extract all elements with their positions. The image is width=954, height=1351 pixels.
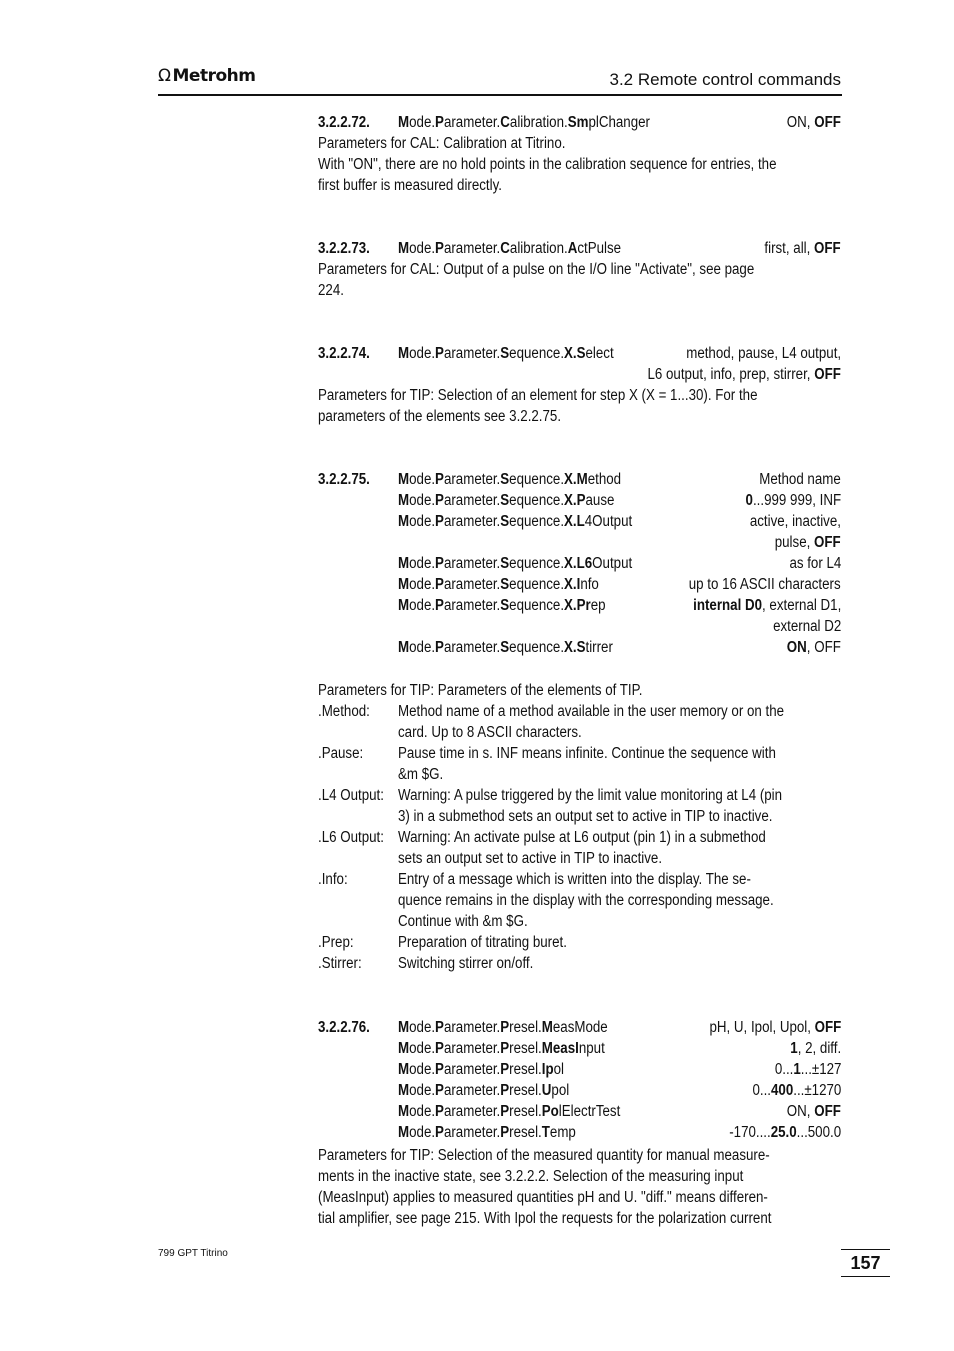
- presel-parameter-command-part: arameter.: [443, 1019, 501, 1036]
- sequence-parameter-command-part: S: [500, 513, 510, 530]
- presel-parameter-values-part: ...±1270: [792, 1082, 841, 1099]
- sequence-parameter-command-part: X.L: [564, 513, 585, 530]
- sequence-parameter-values-part: external D2: [772, 618, 841, 635]
- sequence-parameter-command-part: equence.: [509, 471, 565, 488]
- presel-parameter-values: [729, 1124, 841, 1142]
- presel-parameter-command-part: resel.: [509, 1040, 542, 1057]
- presel-parameter-command-part: P: [500, 1040, 510, 1057]
- sequence-parameter-command-part: ode.: [409, 471, 436, 488]
- sequence-parameter-values: [773, 618, 841, 636]
- command-73-part: arameter.: [443, 240, 501, 257]
- sequence-parameter-command-part: X.L6: [564, 555, 593, 572]
- description-line-76-part: ments in the inactive state, see 3.2.2.2. Selection of the measuring input: [318, 1168, 744, 1185]
- sequence-parameter-command-part: arameter.: [443, 555, 501, 572]
- presel-parameter-command-part: ode.: [409, 1040, 436, 1057]
- sequence-parameter-command-part: S: [500, 555, 510, 572]
- command-values-72-part: OFF: [814, 114, 841, 131]
- sequence-parameter-command-part: P: [435, 492, 444, 509]
- sequence-parameter-values-part: internal D0: [692, 597, 762, 614]
- command-values-72: [787, 114, 841, 132]
- sequence-parameter-command-part: ode.: [409, 513, 436, 530]
- definition-text: [398, 913, 528, 931]
- sequence-parameter-command-part: M: [398, 597, 410, 614]
- presel-parameter-command-part: P: [435, 1082, 444, 1099]
- sequence-parameter-command-part: arameter.: [443, 471, 501, 488]
- command-values-73-part: first, all,: [764, 240, 815, 257]
- item-number-74: [318, 345, 370, 363]
- presel-parameter-values-part: ON,: [786, 1103, 815, 1120]
- definition-term: [318, 787, 384, 805]
- header-rule: [158, 94, 842, 96]
- sequence-parameter-command-part: S: [500, 471, 510, 488]
- item-number-74-part: 3.2.2.74.: [318, 345, 370, 362]
- presel-parameter-command-part: P: [435, 1040, 444, 1057]
- command-values-74: [686, 345, 841, 363]
- presel-parameter-command-part: ode.: [409, 1019, 436, 1036]
- definition-text: [398, 871, 751, 889]
- sequence-parameter-command-part: X.I: [564, 576, 581, 593]
- definition-term-part: .Info:: [318, 871, 348, 888]
- presel-parameter-command-part: ode.: [409, 1103, 436, 1120]
- presel-parameter-command-part: M: [398, 1124, 410, 1141]
- definition-text-part: quence remains in the display with the corresponding message.: [398, 892, 774, 909]
- command-73-part: A: [567, 240, 578, 257]
- presel-parameter-command-part: P: [500, 1124, 510, 1141]
- presel-parameter-values: [787, 1103, 841, 1121]
- presel-parameter-values-part: ...±127: [800, 1061, 841, 1078]
- sequence-parameter-values: [689, 576, 841, 594]
- definition-term-part: .L4 Output:: [318, 787, 384, 804]
- item-number-73: [318, 240, 370, 258]
- description-line-74-part: Parameters for TIP: Selection of an element for step X (X = 1...30). For the: [318, 387, 758, 404]
- sequence-parameter-command-part: M: [398, 576, 410, 593]
- definition-text-part: Continue with &m $G.: [398, 913, 528, 930]
- command-74-part: elect: [585, 345, 614, 362]
- presel-parameter-command-part: M: [398, 1061, 410, 1078]
- presel-parameter-command-part: M: [398, 1103, 410, 1120]
- sequence-parameter-command-part: equence.: [509, 639, 565, 656]
- sequence-parameter-command-part: M: [398, 492, 410, 509]
- sequence-parameter-command: [398, 639, 613, 657]
- command-72-part: Sm: [567, 114, 589, 131]
- command-values-74: [648, 366, 841, 384]
- sequence-parameter-command-part: 4Output: [584, 513, 633, 530]
- definition-text: [398, 955, 533, 973]
- sequence-parameter-command: [398, 513, 632, 531]
- command-74-part: ode.: [409, 345, 436, 362]
- command-values-74-part: OFF: [814, 366, 841, 383]
- description-line-73-part: Parameters for CAL: Output of a pulse on the I/O line "Activate", see page: [318, 261, 755, 278]
- command-values-74-part: method, pause, L4 output,: [686, 345, 841, 362]
- presel-parameter-command-part: arameter.: [443, 1124, 501, 1141]
- presel-parameter-command: [398, 1082, 569, 1100]
- presel-parameter-command-part: resel.: [509, 1103, 542, 1120]
- command-74-part: X.S: [564, 345, 586, 362]
- command-72-part: M: [398, 114, 410, 131]
- sequence-parameter-values: [775, 534, 841, 552]
- command-values-73: [765, 240, 841, 258]
- sequence-parameter-values: [750, 513, 841, 531]
- description-line-73: [318, 282, 344, 300]
- tip-intro: [318, 682, 643, 700]
- command-73-part: ctPulse: [577, 240, 622, 257]
- definition-text: [398, 724, 582, 742]
- sequence-parameter-command-part: S: [500, 597, 510, 614]
- omega-logo-icon: Ω: [158, 66, 171, 86]
- sequence-parameter-values-part: as for L4: [789, 555, 841, 572]
- page-number: 157: [841, 1249, 890, 1277]
- sequence-parameter-command-part: equence.: [509, 492, 565, 509]
- sequence-parameter-command-part: equence.: [509, 555, 565, 572]
- sequence-parameter-values: [789, 555, 841, 573]
- presel-parameter-command-part: emp: [549, 1124, 576, 1141]
- sequence-parameter-command-part: P: [435, 597, 444, 614]
- item-number-76: [318, 1019, 370, 1037]
- presel-parameter-command-part: easMode: [552, 1019, 608, 1036]
- sequence-parameter-command: [398, 555, 632, 573]
- sequence-parameter-values-part: ...999 999, INF: [752, 492, 841, 509]
- sequence-parameter-command-part: M: [398, 513, 410, 530]
- metrohm-logo: [158, 66, 255, 86]
- command-72-part: C: [500, 114, 510, 131]
- item-number-72: [318, 114, 370, 132]
- sequence-parameter-command-part: X.S: [564, 639, 586, 656]
- presel-parameter-values-part: , 2, diff.: [797, 1040, 841, 1057]
- definition-text-part: 3) in a submethod sets an output set to active in TIP to inactive.: [398, 808, 773, 825]
- sequence-parameter-values-part: active, inactive,: [749, 513, 841, 530]
- presel-parameter-command-part: arameter.: [443, 1061, 501, 1078]
- sequence-parameter-values-part: OFF: [814, 534, 841, 551]
- definition-term: [318, 934, 354, 952]
- presel-parameter-command-part: U: [541, 1082, 552, 1099]
- presel-parameter-values: [790, 1040, 841, 1058]
- presel-parameter-command-part: arameter.: [443, 1103, 501, 1120]
- presel-parameter-command-part: MeasI: [541, 1040, 579, 1057]
- presel-parameter-command-part: resel.: [509, 1019, 542, 1036]
- sequence-parameter-command: [398, 576, 599, 594]
- sequence-parameter-command-part: Output: [592, 555, 633, 572]
- command-72-part: arameter.: [443, 114, 501, 131]
- presel-parameter-command: [398, 1103, 620, 1121]
- presel-parameter-command-part: ol: [553, 1061, 565, 1078]
- description-line-72: [318, 135, 565, 153]
- command-values-74-part: L6 output, info, prep, stirrer,: [647, 366, 815, 383]
- definition-text-part: Preparation of titrating buret.: [398, 934, 567, 951]
- description-line-74: [318, 408, 561, 426]
- presel-parameter-command: [398, 1061, 564, 1079]
- definition-term: [318, 829, 384, 847]
- command-73-part: P: [435, 240, 444, 257]
- presel-parameter-command-part: P: [500, 1061, 510, 1078]
- sequence-parameter-command-part: nfo: [580, 576, 599, 593]
- presel-parameter-command-part: P: [500, 1103, 510, 1120]
- definition-term-part: .Pause:: [318, 745, 364, 762]
- command-74-part: equence.: [509, 345, 565, 362]
- description-line-76: [318, 1147, 770, 1165]
- presel-parameter-values-part: 1: [790, 1040, 798, 1057]
- sequence-parameter-command-part: M: [398, 471, 410, 488]
- definition-term-part: .Method:: [318, 703, 370, 720]
- command-73: [398, 240, 621, 258]
- presel-parameter-values-part: ...500.0: [796, 1124, 841, 1141]
- sequence-parameter-command-part: M: [398, 555, 410, 572]
- description-line-76-part: (MeasInput) applies to measured quantities pH and U. "diff." means differen-: [318, 1189, 768, 1206]
- presel-parameter-command-part: pol: [551, 1082, 570, 1099]
- item-number-75: [318, 471, 370, 489]
- item-number-72-part: 3.2.2.72.: [318, 114, 370, 131]
- command-72-part: plChanger: [588, 114, 650, 131]
- presel-parameter-command-part: P: [500, 1019, 510, 1036]
- sequence-parameter-command-part: arameter.: [443, 513, 501, 530]
- definition-text: [398, 766, 443, 784]
- sequence-parameter-values: [759, 471, 841, 489]
- command-72-part: P: [435, 114, 444, 131]
- definition-term: [318, 955, 362, 973]
- presel-parameter-command: [398, 1040, 605, 1058]
- sequence-parameter-command-part: X.P: [564, 492, 586, 509]
- definition-text: [398, 892, 774, 910]
- command-74-part: M: [398, 345, 410, 362]
- command-73-part: ode.: [409, 240, 436, 257]
- description-line-76: [318, 1189, 768, 1207]
- item-number-76-part: 3.2.2.76.: [318, 1019, 370, 1036]
- presel-parameter-command-part: P: [435, 1019, 444, 1036]
- definition-term-part: .Stirrer:: [318, 955, 362, 972]
- definition-text-part: Entry of a message which is written into the display. The se-: [398, 871, 751, 888]
- definition-text-part: card. Up to 8 ASCII characters.: [398, 724, 582, 741]
- sequence-parameter-values-part: pulse,: [775, 534, 815, 551]
- definition-text: [398, 787, 782, 805]
- sequence-parameter-command-part: P: [435, 513, 444, 530]
- presel-parameter-command-part: P: [435, 1124, 444, 1141]
- presel-parameter-command: [398, 1124, 576, 1142]
- definition-text: [398, 808, 772, 826]
- definition-text-part: sets an output set to active in TIP to inactive.: [398, 850, 663, 867]
- sequence-parameter-command-part: tirrer: [585, 639, 613, 656]
- description-line-76: [318, 1210, 771, 1228]
- description-line-73: [318, 261, 754, 279]
- item-number-75-part: 3.2.2.75.: [318, 471, 370, 488]
- command-73-part: C: [500, 240, 510, 257]
- sequence-parameter-command-part: ause: [585, 492, 615, 509]
- presel-parameter-values-part: pH, U, Ipol, Upol,: [709, 1019, 815, 1036]
- definition-text-part: Method name of a method available in the user memory or on the: [398, 703, 785, 720]
- sequence-parameter-command-part: arameter.: [443, 576, 501, 593]
- presel-parameter-command-part: M: [541, 1019, 553, 1036]
- sequence-parameter-values: [745, 492, 841, 510]
- description-line-74-part: parameters of the elements see 3.2.2.75.: [318, 408, 562, 425]
- command-74: [398, 345, 614, 363]
- description-line-72-part: Parameters for CAL: Calibration at Titrino.: [318, 135, 566, 152]
- sequence-parameter-command-part: arameter.: [443, 639, 501, 656]
- sequence-parameter-command-part: equence.: [509, 576, 565, 593]
- command-72-part: ode.: [409, 114, 436, 131]
- definition-text: [398, 703, 784, 721]
- sequence-parameter-command-part: S: [500, 576, 510, 593]
- presel-parameter-command-part: arameter.: [443, 1082, 501, 1099]
- definition-text: [398, 934, 567, 952]
- presel-parameter-values-part: 0...: [774, 1061, 793, 1078]
- sequence-parameter-command-part: S: [500, 492, 510, 509]
- presel-parameter-command-part: M: [398, 1019, 410, 1036]
- presel-parameter-values: [709, 1019, 841, 1037]
- definition-text: [398, 829, 766, 847]
- presel-parameter-values-part: 0...: [752, 1082, 771, 1099]
- description-line-76: [318, 1168, 743, 1186]
- sequence-parameter-command-part: ethod: [587, 471, 622, 488]
- sequence-parameter-command-part: P: [435, 639, 444, 656]
- definition-text-part: Warning: An activate pulse at L6 output (pin 1) in a submethod: [398, 829, 766, 846]
- definition-text: [398, 850, 662, 868]
- sequence-parameter-command-part: equence.: [509, 597, 565, 614]
- command-73-part: M: [398, 240, 410, 257]
- presel-parameter-command-part: T: [541, 1124, 550, 1141]
- definition-term: [318, 745, 363, 763]
- definition-text-part: &m $G.: [398, 766, 444, 783]
- command-values-72-part: ON,: [786, 114, 815, 131]
- presel-parameter-command-part: arameter.: [443, 1040, 501, 1057]
- sequence-parameter-values: [693, 597, 841, 615]
- definition-text-part: Warning: A pulse triggered by the limit value monitoring at L4 (pin: [398, 787, 783, 804]
- description-line-76-part: tial amplifier, see page 215. With Ipol the requests for the polarization current: [318, 1210, 772, 1227]
- footer-product: 799 GPT Titrino: [158, 1248, 228, 1259]
- presel-parameter-command-part: P: [435, 1103, 444, 1120]
- sequence-parameter-values-part: , external D1,: [761, 597, 841, 614]
- presel-parameter-command-part: resel.: [509, 1082, 542, 1099]
- command-74-part: S: [500, 345, 510, 362]
- sequence-parameter-command: [398, 492, 614, 510]
- presel-parameter-values-part: 400: [770, 1082, 793, 1099]
- sequence-parameter-command-part: arameter.: [443, 597, 501, 614]
- description-line-72: [318, 177, 502, 195]
- sequence-parameter-command-part: M: [398, 639, 410, 656]
- sequence-parameter-values-part: 0: [745, 492, 753, 509]
- command-74-part: arameter.: [443, 345, 501, 362]
- sequence-parameter-command-part: P: [435, 471, 444, 488]
- command-73-part: alibration.: [509, 240, 568, 257]
- sequence-parameter-command: [398, 471, 621, 489]
- presel-parameter-command-part: resel.: [509, 1124, 542, 1141]
- definition-term: [318, 703, 370, 721]
- description-line-72-part: first buffer is measured directly.: [318, 177, 502, 194]
- tip-intro-part: Parameters for TIP: Parameters of the elements of TIP.: [318, 682, 643, 699]
- presel-parameter-command-part: lElectrTest: [558, 1103, 621, 1120]
- presel-parameter-command-part: ode.: [409, 1082, 436, 1099]
- description-line-72-part: With "ON", there are no hold points in the calibration sequence for entries, the: [318, 156, 777, 173]
- presel-parameter-values: [774, 1061, 841, 1079]
- presel-parameter-command-part: resel.: [509, 1061, 542, 1078]
- sequence-parameter-values-part: up to 16 ASCII characters: [689, 576, 841, 593]
- presel-parameter-command-part: ode.: [409, 1061, 436, 1078]
- description-line-72: [318, 156, 777, 174]
- presel-parameter-command-part: M: [398, 1082, 410, 1099]
- sequence-parameter-command: [398, 597, 606, 615]
- presel-parameter-command-part: Ip: [541, 1061, 554, 1078]
- logo-text: Metrohm: [172, 66, 256, 86]
- sequence-parameter-values-part: ON: [786, 639, 807, 656]
- sequence-parameter-command-part: ode.: [409, 639, 436, 656]
- presel-parameter-values-part: OFF: [814, 1103, 841, 1120]
- command-72-part: alibration.: [509, 114, 568, 131]
- sequence-parameter-command-part: X.M: [564, 471, 588, 488]
- sequence-parameter-command-part: ode.: [409, 576, 436, 593]
- presel-parameter-values-part: 1: [792, 1061, 801, 1078]
- description-line-73-part: 224.: [318, 282, 344, 299]
- item-number-73-part: 3.2.2.73.: [318, 240, 370, 257]
- presel-parameter-values-part: -170....: [729, 1124, 771, 1141]
- sequence-parameter-command-part: ode.: [409, 555, 436, 572]
- sequence-parameter-command-part: S: [500, 639, 510, 656]
- presel-parameter-command-part: nput: [578, 1040, 605, 1057]
- presel-parameter-command-part: P: [435, 1061, 444, 1078]
- sequence-parameter-command-part: P: [435, 555, 444, 572]
- command-74-part: P: [435, 345, 444, 362]
- presel-parameter-values-part: 25.0: [770, 1124, 797, 1141]
- command-72: [398, 114, 650, 132]
- definition-term: [318, 871, 348, 889]
- sequence-parameter-command-part: P: [435, 576, 444, 593]
- presel-parameter-command-part: P: [500, 1082, 510, 1099]
- sequence-parameter-command-part: ep: [590, 597, 606, 614]
- section-title: 3.2 Remote control commands: [609, 70, 841, 89]
- definition-text: [398, 745, 776, 763]
- sequence-parameter-command-part: ode.: [409, 492, 436, 509]
- definition-text-part: Switching stirrer on/off.: [398, 955, 534, 972]
- presel-parameter-values-part: OFF: [814, 1019, 841, 1036]
- presel-parameter-command-part: ode.: [409, 1124, 436, 1141]
- presel-parameter-command: [398, 1019, 608, 1037]
- command-values-73-part: OFF: [814, 240, 841, 257]
- definition-term-part: .Prep:: [318, 934, 354, 951]
- presel-parameter-command-part: Po: [541, 1103, 559, 1120]
- definition-text-part: Pause time in s. INF means infinite. Continue the sequence with: [398, 745, 776, 762]
- description-line-74: [318, 387, 757, 405]
- sequence-parameter-command-part: arameter.: [443, 492, 501, 509]
- presel-parameter-command-part: M: [398, 1040, 410, 1057]
- sequence-parameter-values: [787, 639, 841, 657]
- sequence-parameter-command-part: ode.: [409, 597, 436, 614]
- sequence-parameter-values-part: , OFF: [806, 639, 841, 656]
- description-line-76-part: Parameters for TIP: Selection of the measured quantity for manual measure-: [318, 1147, 770, 1164]
- definition-term-part: .L6 Output:: [318, 829, 384, 846]
- sequence-parameter-command-part: X.Pr: [564, 597, 591, 614]
- sequence-parameter-values-part: Method name: [759, 471, 841, 488]
- sequence-parameter-command-part: equence.: [509, 513, 565, 530]
- presel-parameter-values: [752, 1082, 841, 1100]
